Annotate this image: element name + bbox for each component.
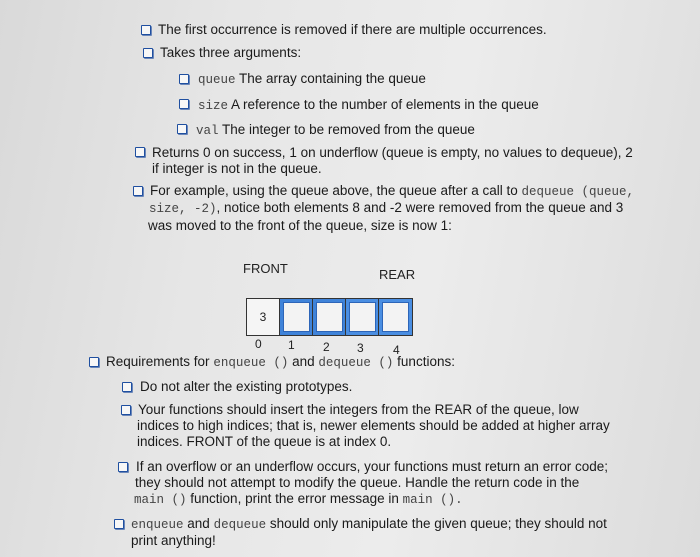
text-first-occurrence: The first occurrence is removed if there are multiple occurrences.	[158, 22, 547, 37]
req-insert-2: indices to high indices; that is, newer elements should be added at higher array	[137, 418, 610, 433]
req-overflow-3	[134, 491, 463, 508]
code-dequeue: dequeue ()	[318, 356, 394, 370]
req-head-pre: Requirements for	[106, 354, 210, 369]
code-size: size	[198, 99, 229, 113]
arg-size	[198, 97, 539, 114]
example-pre: For example, using the queue above, the queue after a call to	[150, 183, 518, 198]
req-insert-1: Your functions should insert the integers from the REAR of the queue, low	[138, 402, 579, 417]
example-mid: , notice both elements 8 and -2 were removed from the queue and 3	[216, 200, 624, 215]
queue-cell	[280, 299, 313, 335]
bullet-icon	[133, 186, 143, 196]
bullet-icon	[118, 462, 128, 472]
bullet-icon	[135, 147, 145, 157]
code-enqueue: enqueue ()	[213, 356, 289, 370]
code-main-2: main ().	[402, 493, 463, 507]
code-dequeue-2: dequeue	[213, 518, 267, 532]
req-head-and: and	[292, 354, 315, 369]
bullet-icon	[121, 405, 131, 415]
requirements-heading	[106, 354, 455, 371]
bullet-icon	[179, 99, 189, 109]
req-manip-text: should only manipulate the given queue; they should not	[269, 516, 607, 531]
req-prototypes: Do not alter the existing prototypes.	[140, 379, 353, 394]
text-example-3: was moved to the front of the queue, size is now 1:	[148, 218, 452, 233]
bullet-icon	[141, 25, 151, 35]
front-label: FRONT	[243, 261, 288, 276]
queue-array-diagram	[246, 298, 413, 336]
queue-cell	[346, 299, 379, 335]
text-returns-1: Returns 0 on success, 1 on underflow (queue is empty, no values to dequeue), 2	[152, 145, 633, 160]
index-label: 3	[357, 341, 364, 355]
index-label: 0	[255, 337, 262, 351]
code-queue: queue	[198, 73, 236, 87]
index-label: 4	[393, 343, 400, 357]
code-size-arg: size, -2)	[149, 202, 217, 216]
req-overflow-1: If an overflow or an underflow occurs, your functions must return an error code;	[136, 459, 608, 474]
arg-queue	[198, 71, 426, 88]
req-overflow-mid: function, print the error message in	[190, 491, 399, 506]
bullet-icon	[114, 519, 124, 529]
req-head-post: functions:	[397, 354, 455, 369]
req-manipulate-1	[131, 516, 607, 533]
queue-cell	[379, 299, 412, 335]
rear-label: REAR	[379, 267, 416, 282]
index-label: 2	[323, 340, 330, 354]
arg-val	[196, 122, 475, 139]
text-example-1	[150, 183, 634, 200]
req-manip-and: and	[187, 516, 210, 531]
arg-val-desc: The integer to be removed from the queue	[222, 122, 475, 137]
queue-cell: 3	[247, 299, 280, 335]
req-insert-3: indices. FRONT of the queue is at index 0.	[137, 434, 392, 449]
queue-cell	[313, 299, 346, 335]
text-example-2	[149, 200, 623, 217]
bullet-icon	[89, 357, 99, 367]
req-manipulate-2: print anything!	[131, 533, 216, 548]
bullet-icon	[122, 382, 132, 392]
bullet-icon	[177, 124, 187, 134]
text-returns-2: if integer is not in the queue.	[152, 161, 322, 176]
bullet-icon	[179, 74, 189, 84]
arg-queue-desc: The array containing the queue	[239, 71, 426, 86]
req-overflow-2: they should not attempt to modify the queue. Handle the return code in the	[135, 475, 580, 490]
code-dequeue-call: dequeue (queue,	[521, 185, 635, 199]
index-label: 1	[288, 338, 295, 352]
code-main: main ()	[134, 493, 187, 507]
bullet-icon	[143, 48, 153, 58]
code-enqueue-2: enqueue	[131, 518, 184, 532]
code-val: val	[196, 124, 219, 138]
text-takes-arguments: Takes three arguments:	[160, 45, 302, 60]
arg-size-desc: A reference to the number of elements in the queue	[231, 97, 539, 112]
